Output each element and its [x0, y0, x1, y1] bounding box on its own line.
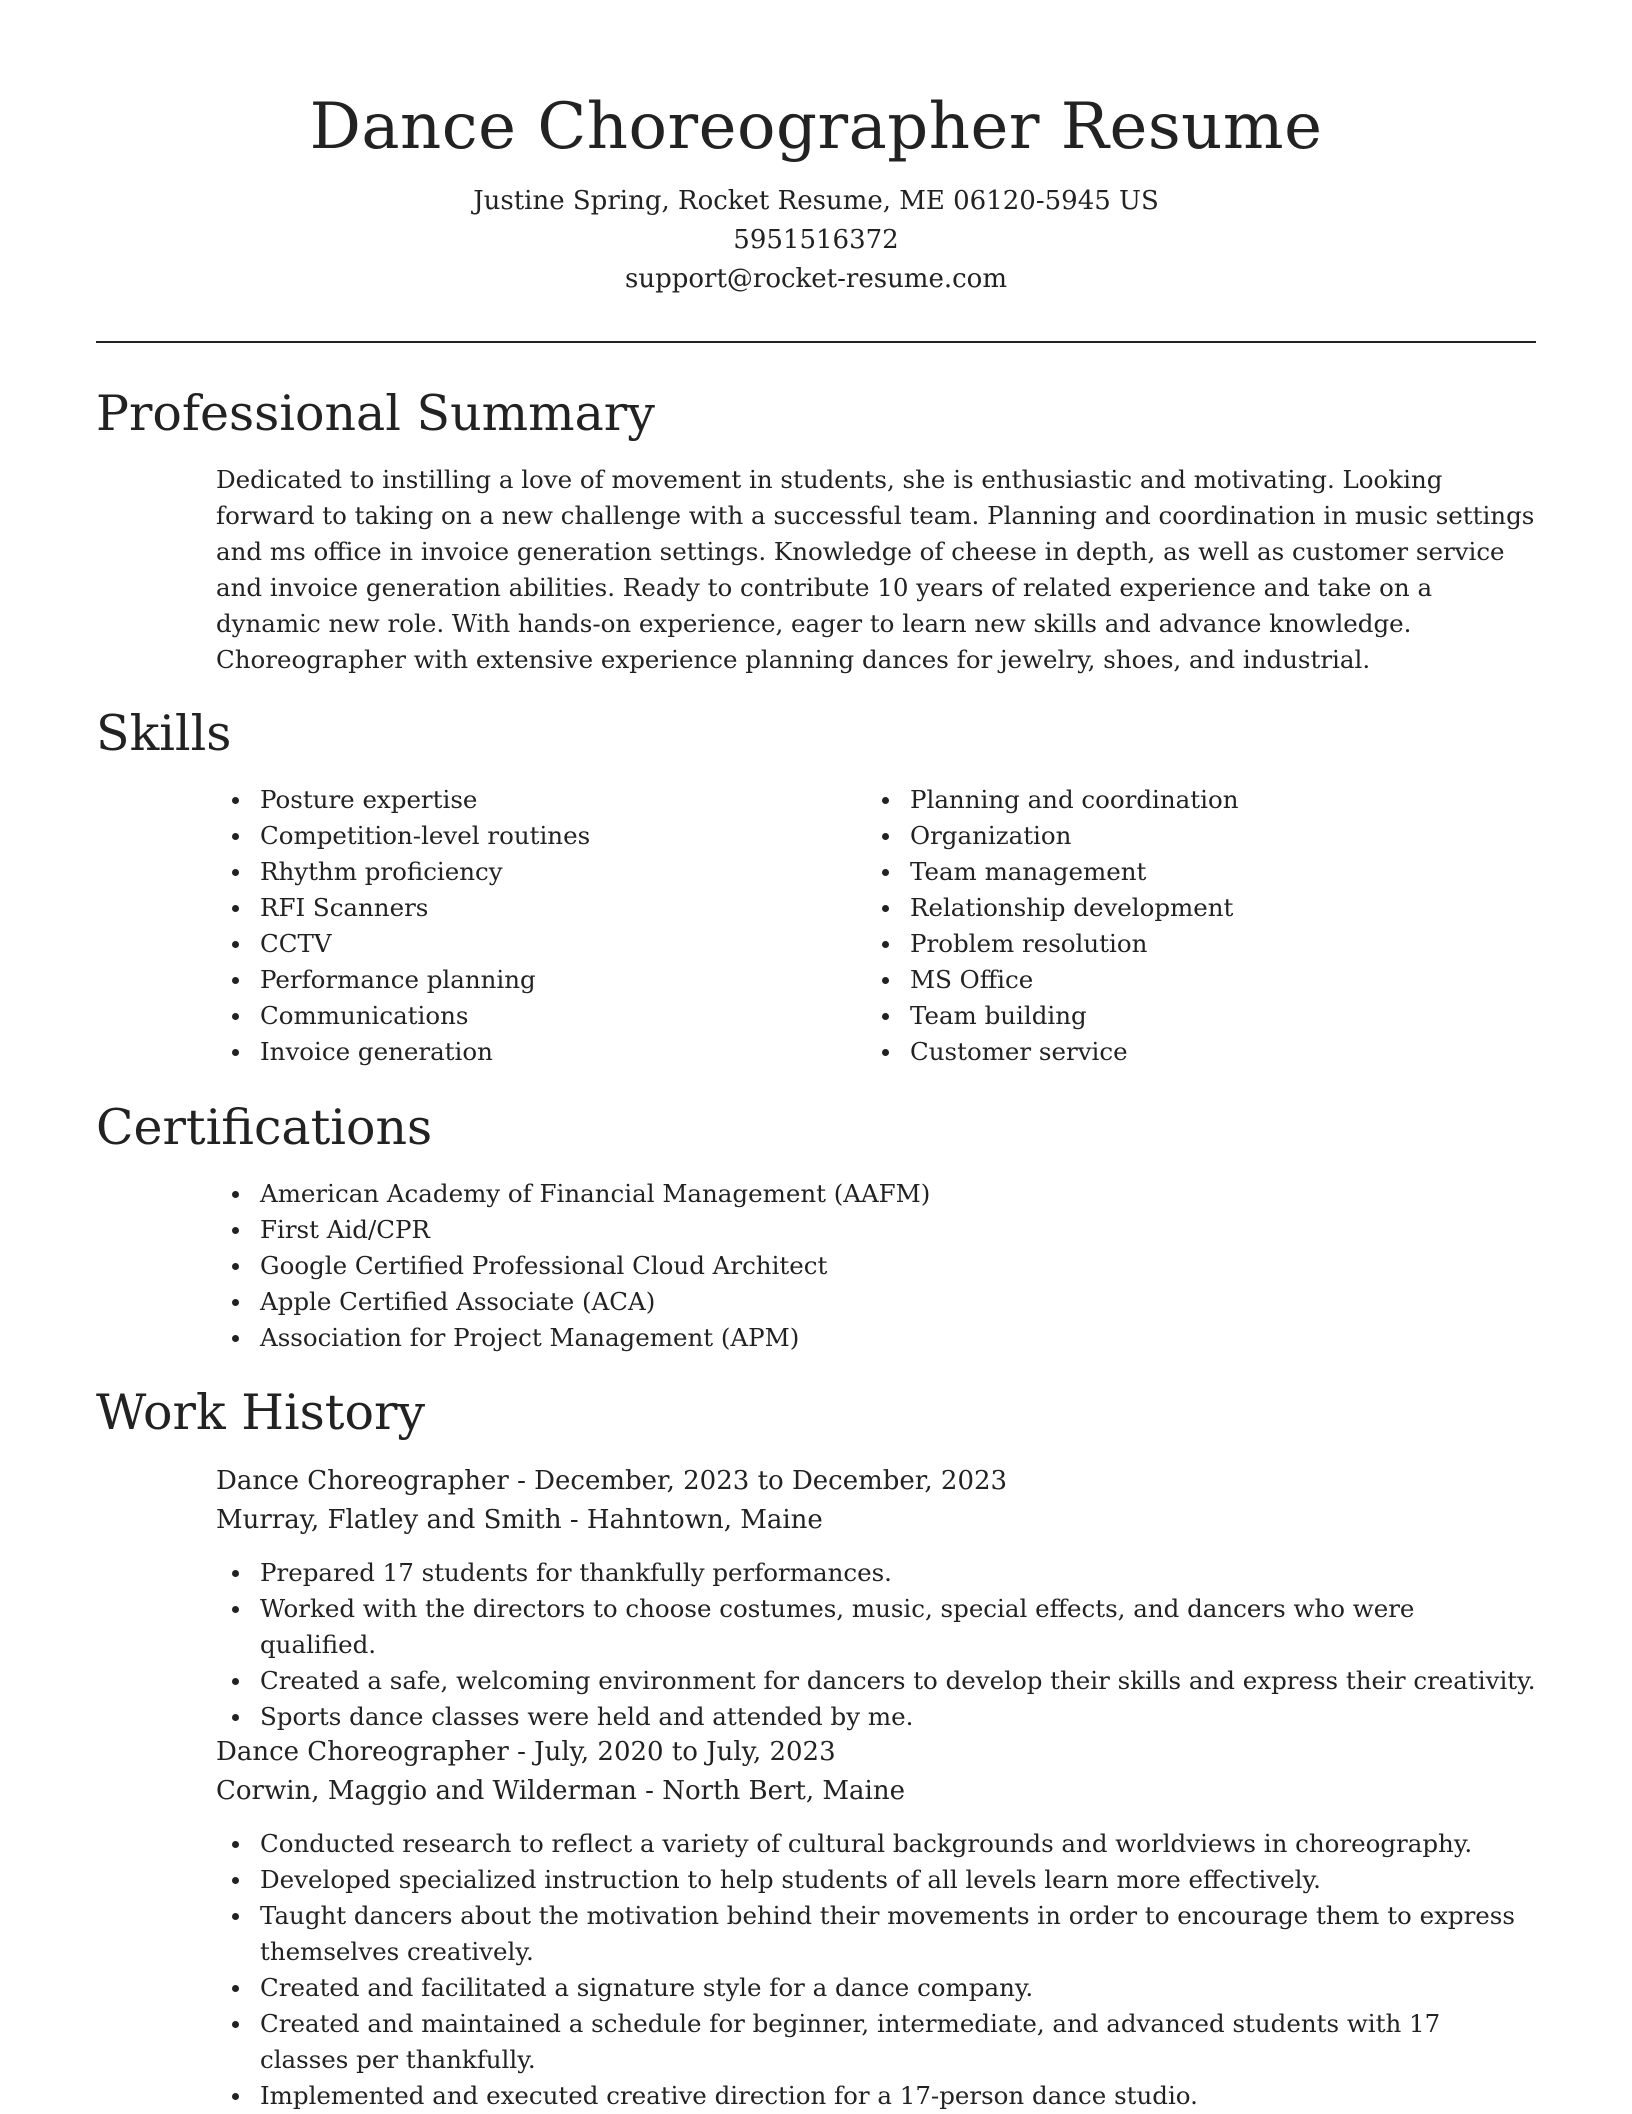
job-1-duties-list [216, 1555, 1536, 1735]
skills-left-column [216, 782, 856, 1070]
certifications-list [216, 1176, 1536, 1356]
contact-email: support@rocket-resume.com [624, 264, 1007, 294]
skill-item: Posture expertise [260, 782, 856, 818]
duty-item: Developed specialized instruction to help students of all levels learn more effectively. [260, 1862, 1536, 1898]
job-2-company-separator: - [636, 1776, 663, 1806]
resume-title: Dance Choreographer Resume [309, 90, 1323, 164]
duty-item: Sports dance classes were held and attended by me. [260, 1699, 1536, 1735]
certifications-heading: Certifications [96, 1099, 433, 1156]
certification-item: Google Certified Professional Cloud Architect [260, 1248, 1536, 1284]
job-2-header [216, 1733, 905, 1811]
job-1-location: Hahntown, Maine [586, 1505, 823, 1535]
job-2-separator: - [508, 1737, 535, 1767]
job-1-title-line [216, 1462, 1007, 1501]
skill-item: Communications [260, 998, 856, 1034]
skill-item: Problem resolution [910, 926, 1506, 962]
summary-text: Dedicated to instilling a love of movement in students, she is enthusiastic and motivating. Looking forward to taking on a new challenge with a successful team. Planning and coordination in music settings and ms office in invoice generation settings. Knowledge of cheese in depth, as well as customer service and invoice generation abilities. Ready to contribute 10 years of related experience and take on a dynamic new role. With hands-on experience, eager to learn new skills and advance knowledge. Choreographer with extensive experience planning dances for jewelry, shoes, and industrial. [216, 465, 1535, 674]
job-2-duties-list [216, 1826, 1536, 2114]
duty-item: Created and maintained a schedule for beginner, intermediate, and advanced students with 17 classes per thankfully. [260, 2006, 1536, 2078]
work-history-heading: Work History [96, 1384, 426, 1441]
certification-item: Apple Certified Associate (ACA) [260, 1284, 1536, 1320]
job-1-dates: December, 2023 to December, 2023 [534, 1466, 1008, 1496]
skills-right-list [866, 782, 1506, 1070]
certification-item: Association for Project Management (APM) [260, 1320, 1536, 1356]
duty-item: Conducted research to reflect a variety of cultural backgrounds and worldviews in choreography. [260, 1826, 1536, 1862]
job-2-dates: July, 2020 to July, 2023 [534, 1737, 836, 1767]
job-2-company-line [216, 1772, 905, 1811]
job-2-title: Dance Choreographer [216, 1737, 509, 1767]
skill-item: Team management [910, 854, 1506, 890]
skills-right-column [866, 782, 1506, 1070]
job-1-company-line [216, 1501, 1007, 1540]
duty-item: Implemented and executed creative direction for a 17-person dance studio. [260, 2078, 1536, 2114]
job-1-duties [216, 1555, 1536, 1735]
skills-heading: Skills [96, 705, 232, 762]
duty-item: Taught dancers about the motivation behind their movements in order to encourage them to express themselves creatively. [260, 1898, 1536, 1970]
certification-item: American Academy of Financial Management (AAFM) [260, 1176, 1536, 1212]
skill-item: Rhythm proficiency [260, 854, 856, 890]
certifications-column [216, 1176, 1536, 1356]
skill-item: Invoice generation [260, 1034, 856, 1070]
contact-address: Justine Spring, Rocket Resume, ME 06120-5945 US [473, 186, 1159, 216]
job-1-separator: - [508, 1466, 535, 1496]
contact-phone: 5951516372 [733, 225, 899, 255]
job-1-company: Murray, Flatley and Smith [216, 1505, 562, 1535]
skill-item: Performance planning [260, 962, 856, 998]
job-1-title: Dance Choreographer [216, 1466, 509, 1496]
job-2-title-line [216, 1733, 905, 1772]
contact-block [0, 182, 1632, 299]
skill-item: Relationship development [910, 890, 1506, 926]
summary-heading: Professional Summary [96, 385, 655, 442]
certification-item: First Aid/CPR [260, 1212, 1536, 1248]
duty-item: Created a safe, welcoming environment for dancers to develop their skills and express their creativity. [260, 1663, 1536, 1699]
duty-item: Worked with the directors to choose costumes, music, special effects, and dancers who were qualified. [260, 1591, 1536, 1663]
skills-left-list [216, 782, 856, 1070]
skill-item: RFI Scanners [260, 890, 856, 926]
job-2-location: North Bert, Maine [662, 1776, 905, 1806]
duty-item: Created and facilitated a signature style for a dance company. [260, 1970, 1536, 2006]
resume-header [0, 0, 1632, 299]
skill-item: Team building [910, 998, 1506, 1034]
job-1-header [216, 1462, 1007, 1540]
job-2-company: Corwin, Maggio and Wilderman [216, 1776, 637, 1806]
skill-item: Organization [910, 818, 1506, 854]
skill-item: MS Office [910, 962, 1506, 998]
header-divider [96, 341, 1536, 343]
skill-item: Planning and coordination [910, 782, 1506, 818]
duty-item: Prepared 17 students for thankfully performances. [260, 1555, 1536, 1591]
skill-item: Customer service [910, 1034, 1506, 1070]
skill-item: CCTV [260, 926, 856, 962]
job-2-duties [216, 1826, 1536, 2114]
skill-item: Competition-level routines [260, 818, 856, 854]
job-1-company-separator: - [561, 1505, 587, 1535]
